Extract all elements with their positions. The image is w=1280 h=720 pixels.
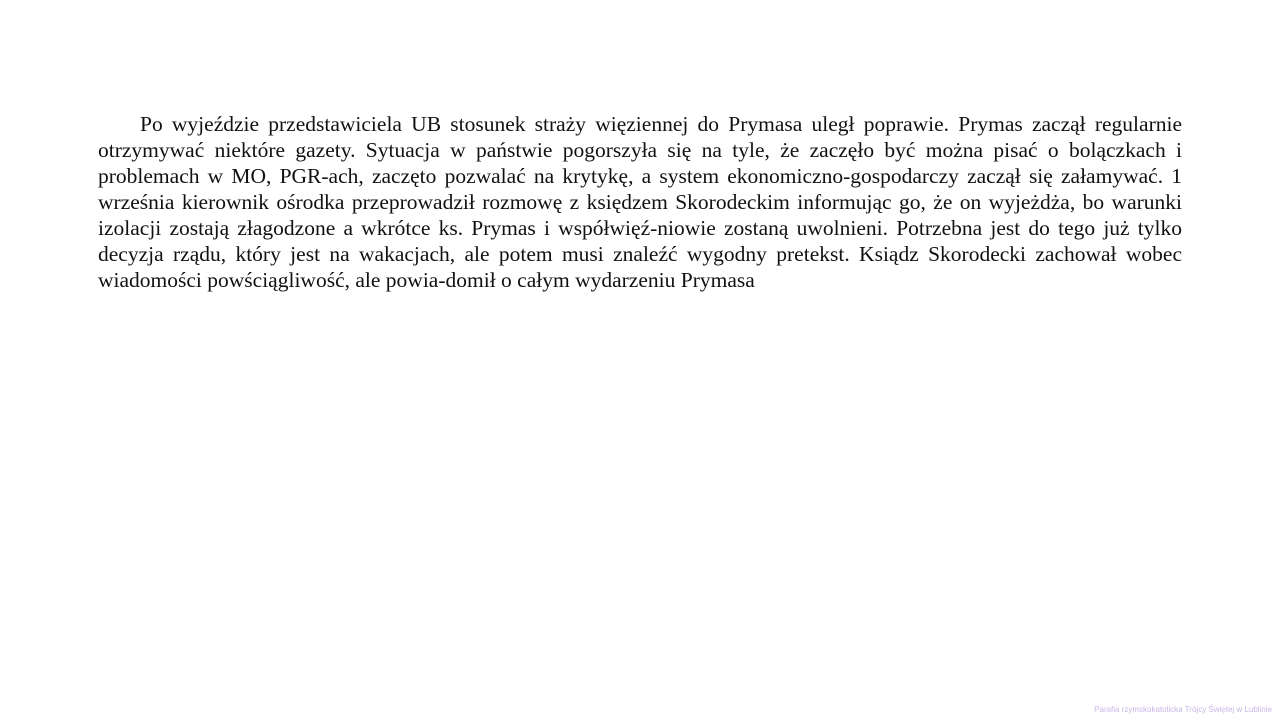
watermark: Parafia rzymskokatolicka Trójcy Świętej w Lublinie bbox=[1094, 705, 1272, 714]
body-paragraph: Po wyjeździe przedstawiciela UB stosunek straży więziennej do Prymasa uległ poprawie. Prymas zaczął regularnie otrzymywać niektóre gazety. Sytuacja w państwie pogorszyła się na tyle, że zaczęło być można pisać o bolączkach i problemach w MO, PGR-ach, zaczęto pozwalać na krytykę, a system ekonomiczno-gospodarczy zaczął się załamywać. 1 września kierownik ośrodka przeprowadził rozmowę z księdzem Skorodeckim informując go, że on wyjeżdża, bo warunki izolacji zostają złagodzone a wkrótce ks. Prymas i współwięź-niowie zostaną uwolnieni. Potrzebna jest do tego już tylko decyzja rządu, który jest na wakacjach, ale potem musi znaleźć wygodny pretekst. Ksiądz Skorodecki zachował wobec wiadomości powściągliwość, ale powia-domił o całym wydarzeniu Prymasa bbox=[98, 112, 1182, 292]
text-block bbox=[98, 111, 1182, 293]
